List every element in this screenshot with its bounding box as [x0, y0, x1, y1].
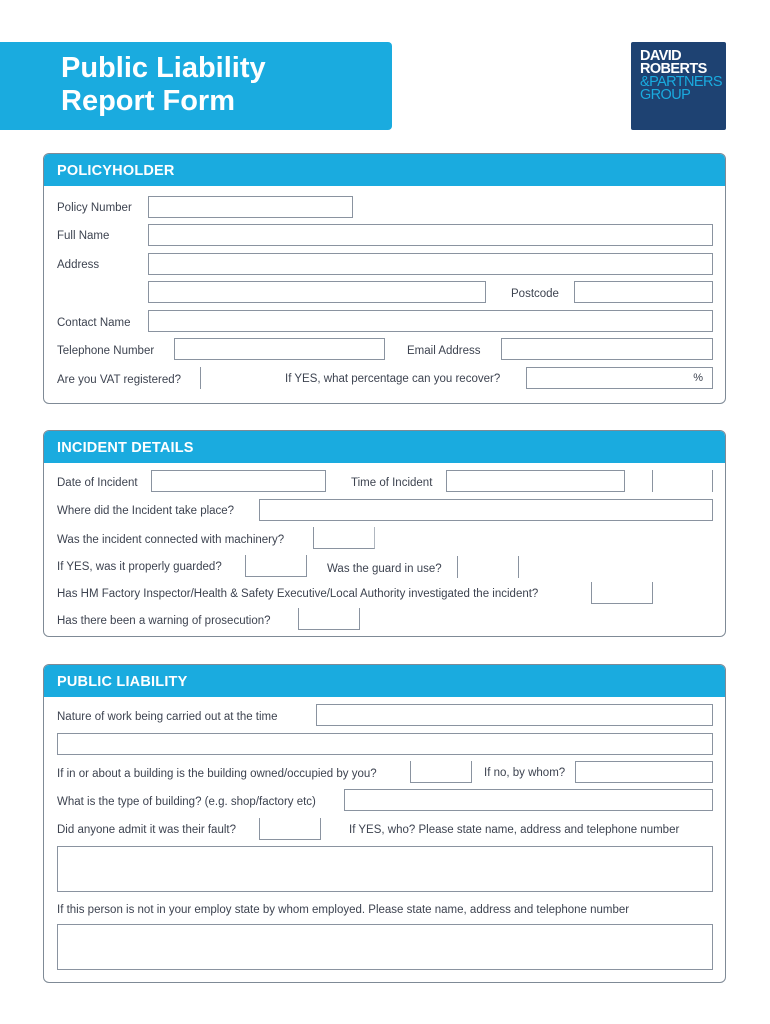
- where-label: Where did the Incident take place?: [57, 505, 235, 517]
- percent-symbol: %: [693, 372, 703, 384]
- telephone-label: Telephone Number: [57, 345, 155, 357]
- postcode-label: Postcode: [511, 288, 559, 300]
- address-label: Address: [57, 259, 100, 271]
- form-title-line-1: Public Liability: [61, 52, 266, 84]
- date-field[interactable]: [151, 470, 326, 492]
- policyholder-heading: POLICYHOLDER: [44, 154, 725, 186]
- policy-number-label: Policy Number: [57, 202, 132, 214]
- full-name-label: Full Name: [57, 230, 110, 242]
- public-liability-section: [43, 664, 726, 983]
- form-title-line-2: Report Form: [61, 85, 235, 117]
- company-logo: [631, 42, 726, 130]
- guarded-field[interactable]: [245, 555, 307, 577]
- policyholder-section: [43, 153, 726, 404]
- logo-line-2: ROBERTS: [640, 61, 707, 77]
- who-details-field[interactable]: [57, 846, 713, 892]
- address-field-line-1[interactable]: [148, 253, 713, 275]
- incident-section: [43, 430, 726, 637]
- logo-line-1: DAVID: [640, 48, 682, 64]
- guarded-label: If YES, was it properly guarded?: [57, 561, 222, 573]
- building-type-label: What is the type of building? (e.g. shop/factory etc): [57, 796, 316, 808]
- guard-in-use-label: Was the guard in use?: [327, 563, 442, 575]
- machinery-field[interactable]: [313, 527, 375, 549]
- building-owned-label: If in or about a building is the building owned/occupied by you?: [57, 768, 377, 780]
- by-whom-label: If no, by whom?: [484, 767, 566, 779]
- admit-label: Did anyone admit it was their fault?: [57, 824, 236, 836]
- employ-details-field[interactable]: [57, 924, 713, 970]
- nature-field-line-1[interactable]: [316, 704, 713, 726]
- am-pm-field-right: [712, 470, 713, 492]
- contact-name-label: Contact Name: [57, 317, 131, 329]
- investigated-label: Has HM Factory Inspector/Health & Safety Executive/Local Authority investigated the incident?: [57, 588, 539, 600]
- admit-field[interactable]: [259, 818, 321, 840]
- address-field-line-2[interactable]: [148, 281, 486, 303]
- logo-line-4: GROUP: [640, 87, 691, 103]
- email-label: Email Address: [407, 345, 481, 357]
- logo-line-3: &PARTNERS: [640, 74, 722, 90]
- nature-label: Nature of work being carried out at the time: [57, 711, 278, 723]
- guard-in-use-field-left[interactable]: [457, 556, 458, 578]
- email-field[interactable]: [501, 338, 713, 360]
- full-name-field[interactable]: [148, 224, 713, 246]
- am-pm-field-left[interactable]: [652, 470, 653, 492]
- prosecution-label: Has there been a warning of prosecution?: [57, 615, 271, 627]
- contact-name-field[interactable]: [148, 310, 713, 332]
- vat-label: Are you VAT registered?: [57, 374, 182, 386]
- time-field[interactable]: [446, 470, 625, 492]
- machinery-label: Was the incident connected with machinery?: [57, 534, 285, 546]
- where-field[interactable]: [259, 499, 713, 521]
- vat-answer-field[interactable]: [200, 367, 201, 389]
- title-banner: [0, 42, 392, 130]
- guard-in-use-field-right: [518, 556, 519, 578]
- vat-percentage-field[interactable]: [526, 367, 713, 389]
- building-owned-field[interactable]: [410, 761, 472, 783]
- vat-percentage-label: If YES, what percentage can you recover?: [285, 373, 501, 385]
- investigated-field[interactable]: [591, 582, 653, 604]
- prosecution-field[interactable]: [298, 608, 360, 630]
- policy-number-field[interactable]: [148, 196, 353, 218]
- nature-field-line-2[interactable]: [57, 733, 713, 755]
- building-type-field[interactable]: [344, 789, 713, 811]
- employ-label: If this person is not in your employ state by whom employed. Please state name, address and telephone number: [57, 904, 630, 916]
- by-whom-field[interactable]: [575, 761, 713, 783]
- date-label: Date of Incident: [57, 477, 138, 489]
- telephone-field[interactable]: [174, 338, 385, 360]
- who-label: If YES, who? Please state name, address and telephone number: [349, 824, 680, 836]
- incident-heading: INCIDENT DETAILS: [44, 431, 725, 463]
- time-label: Time of Incident: [351, 477, 433, 489]
- postcode-field[interactable]: [574, 281, 713, 303]
- public-liability-heading: PUBLIC LIABILITY: [44, 665, 725, 697]
